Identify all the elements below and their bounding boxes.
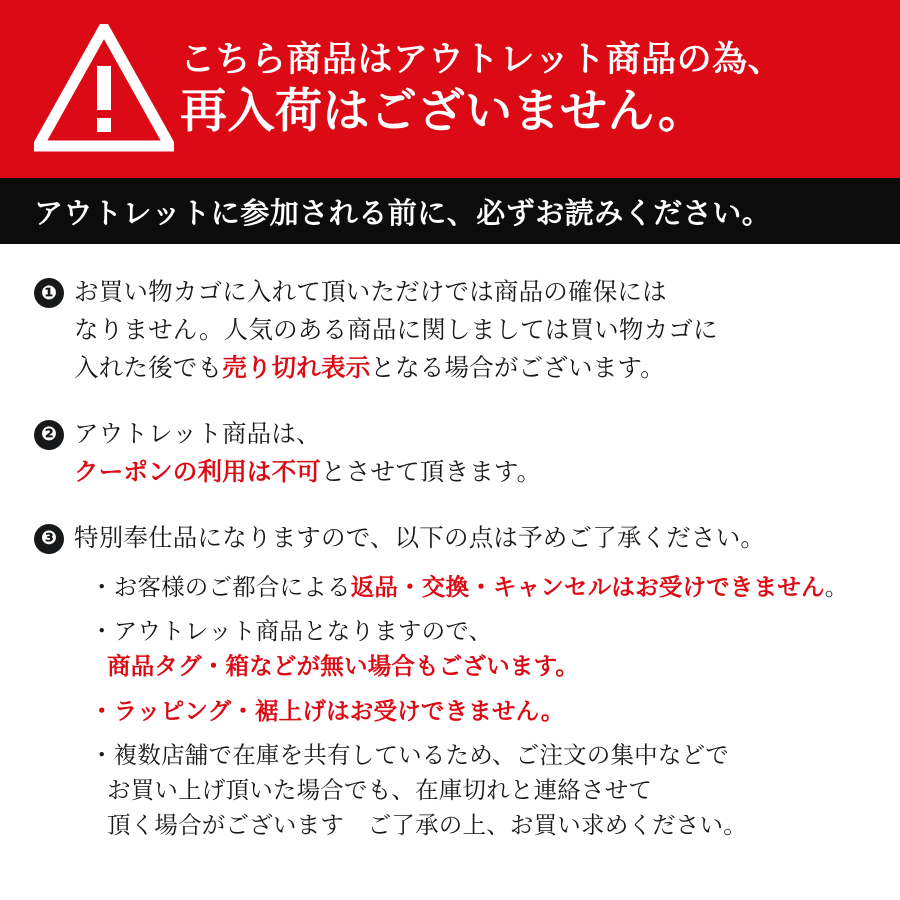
banner-line-2: 再入荷はございません。 (180, 84, 706, 138)
banner-line-1: こちら商品はアウトレット商品の為、 (180, 39, 784, 79)
banner-text-block (180, 41, 783, 137)
sub-3-line-1 (90, 694, 870, 729)
sub-4-text-1: 複数店舗で在庫を共有しているため、ご注文の集中などで (113, 741, 729, 768)
sub-notice-list (34, 570, 870, 844)
item-1-highlight: 売り切れ表示 (222, 354, 371, 382)
warning-triangle-icon (34, 24, 174, 154)
item-1-line-3 (74, 350, 718, 388)
sub-1-text-pre: お客様のご都合による (113, 573, 351, 600)
item-1-line-1: お買い物カゴに入れて頂いただけでは商品の確保には (74, 279, 667, 306)
sub-3-bullet: ・ (90, 697, 114, 724)
sub-4-line-1 (90, 738, 870, 773)
sub-1-bullet: ・ (90, 573, 114, 600)
item-1-line-2: なりません。人気のある商品に関しましては買い物カゴに (74, 316, 718, 344)
sub-1-text-post: 。 (824, 573, 849, 600)
list-item-3-body (74, 520, 765, 558)
list-item (34, 416, 870, 492)
sub-2-line-1 (90, 614, 870, 649)
sub-list-item (90, 614, 870, 685)
sub-2-highlight: 商品タグ・箱などが無い場合もございます。 (107, 653, 580, 680)
sub-2-bullet: ・ (90, 618, 114, 645)
sub-4-text-2: お買い上げ頂いた場合でも、在庫切れと連絡させて (107, 777, 653, 804)
item-2-line-2-post: とさせて頂きます。 (321, 458, 542, 486)
item-1-line-3-pre: 入れた後でも (74, 354, 223, 382)
list-number-3: ❸ (34, 524, 64, 554)
sub-1-line-1 (90, 570, 870, 605)
sub-2-text-pre: アウトレット商品となりますので、 (113, 618, 493, 645)
list-item-2-body (74, 416, 541, 492)
list-item (34, 520, 870, 558)
sub-list-item (90, 738, 870, 844)
list-number-1: ❶ (34, 278, 64, 308)
read-before-text: アウトレットに参加される前に、必ずお読みください。 (34, 197, 772, 230)
warning-banner (0, 0, 900, 178)
list-item-1-body (74, 274, 718, 388)
sub-4-bullet: ・ (90, 741, 114, 768)
item-1-line-3-post: となる場合がございます。 (370, 354, 665, 382)
item-2-line-2 (74, 454, 541, 492)
sub-4-text-3: 頂く場合がございます ご了承の上、お買い求めください。 (107, 812, 747, 839)
sub-3-highlight: ラッピング・裾上げはお受けできません。 (113, 697, 565, 724)
sub-list-item (90, 694, 870, 729)
read-before-bar (0, 178, 900, 244)
item-2-line-1: アウトレット商品は、 (74, 420, 321, 448)
list-item (34, 274, 870, 388)
item-2-highlight: クーポンの利用は不可 (74, 458, 321, 486)
list-number-2: ❷ (34, 420, 64, 450)
sub-list-item (90, 570, 870, 605)
notice-content (0, 244, 900, 844)
sub-1-highlight: 返品・交換・キャンセルはお受けできません (350, 573, 825, 600)
item-3-line-1: 特別奉仕品になりますので、以下の点は予めご了承ください。 (74, 524, 766, 552)
